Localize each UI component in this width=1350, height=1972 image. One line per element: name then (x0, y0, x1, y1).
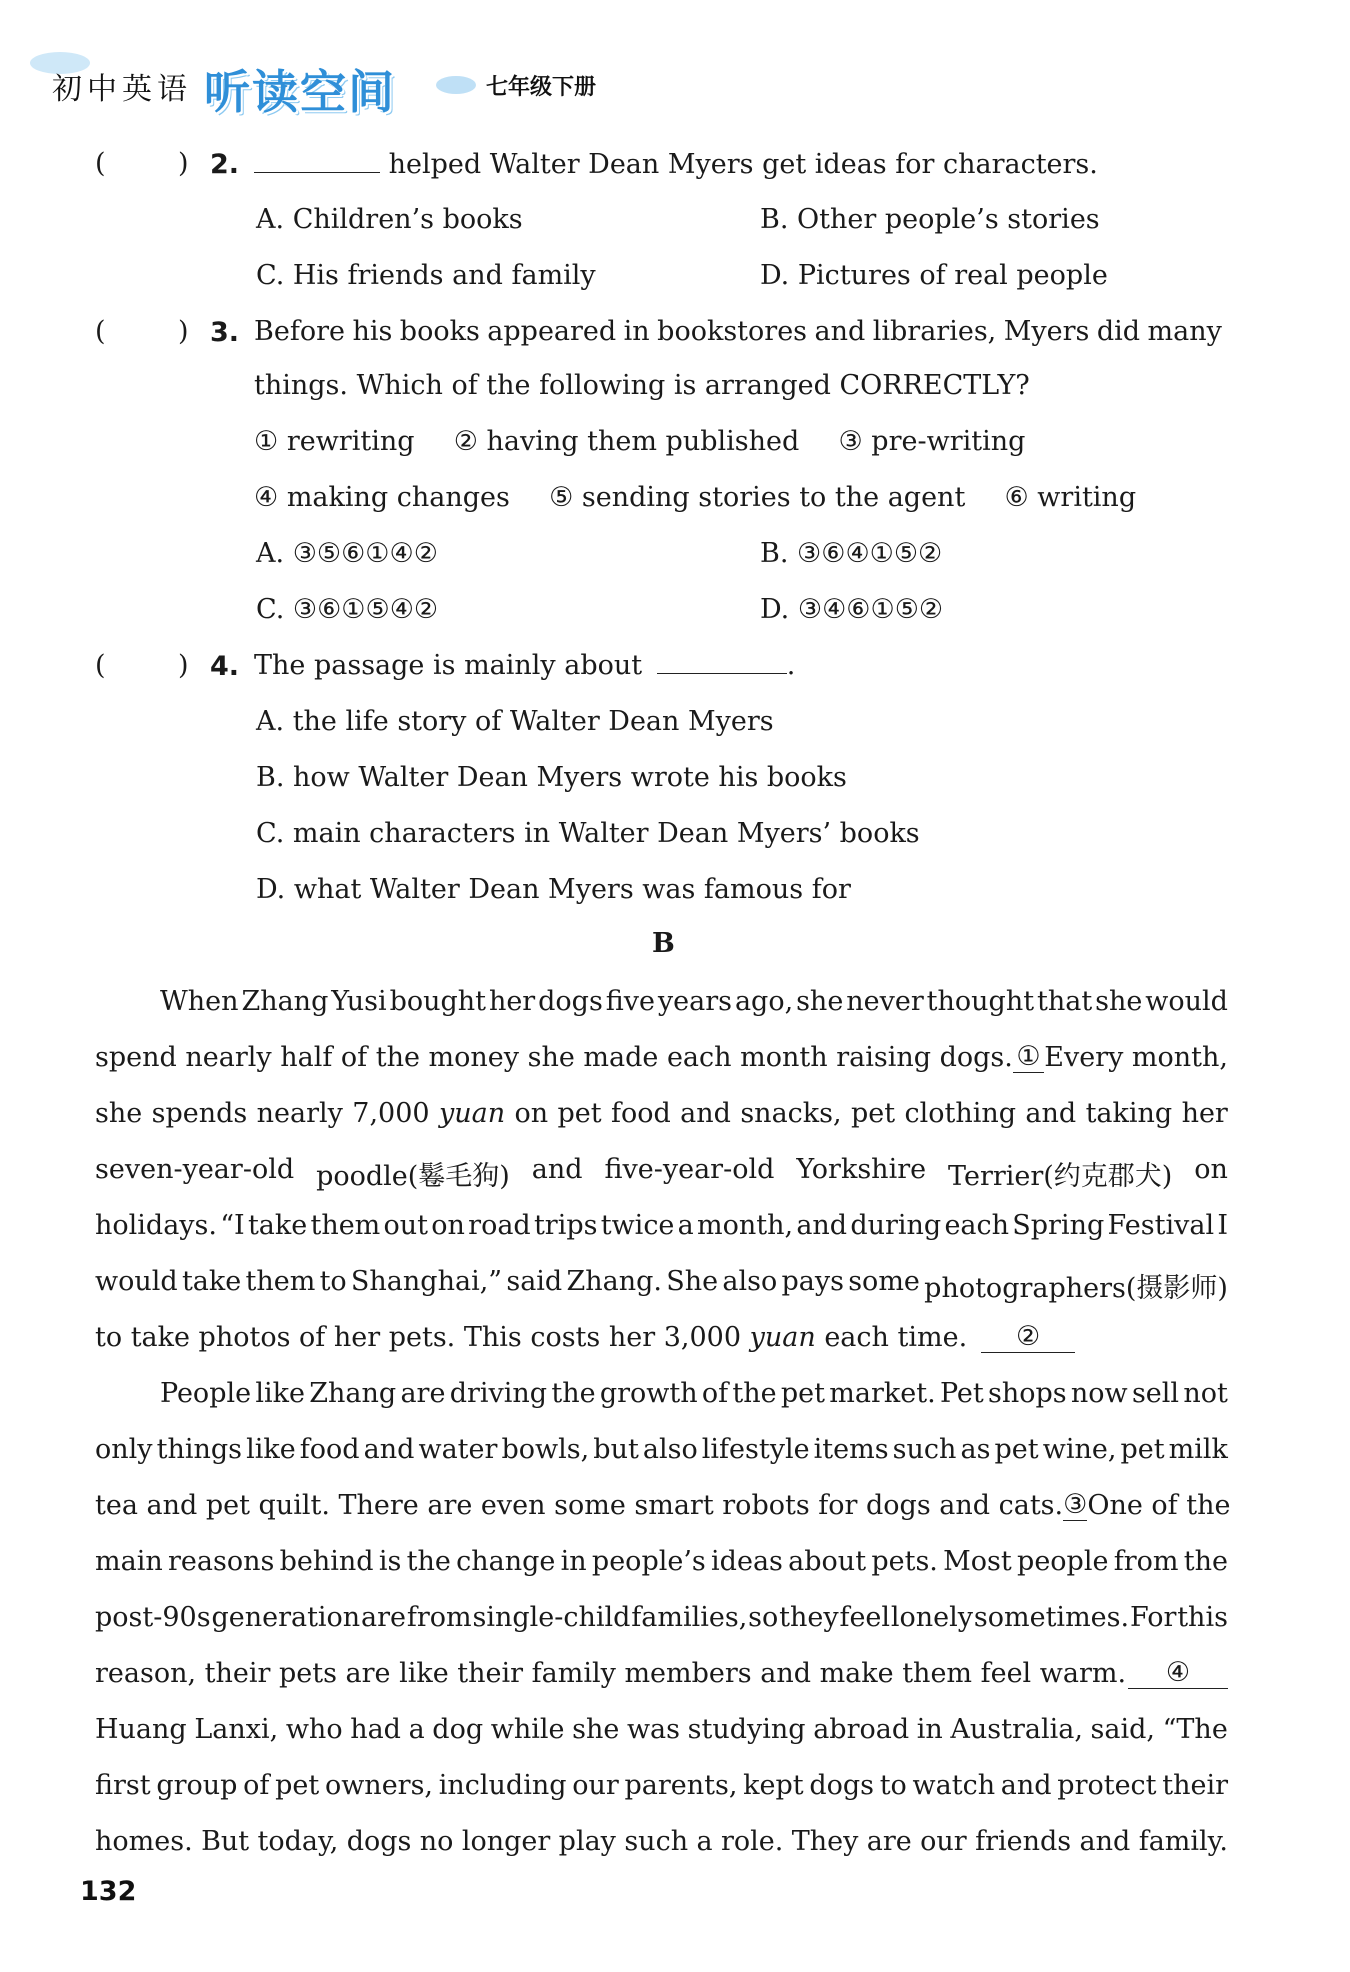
word: growth (599, 1378, 698, 1409)
word: she (95, 1098, 143, 1129)
word: and (1079, 1826, 1131, 1857)
option-d: D. ③④⑥①⑤② (760, 594, 944, 625)
option-c: C. main characters in Walter Dean Myers’ books (256, 818, 920, 849)
question-number: 2. (210, 149, 240, 180)
answer-paren-close: ) (178, 148, 189, 179)
word: bowls, (501, 1434, 590, 1465)
word: friends (975, 1826, 1072, 1857)
word: Spring (1012, 1210, 1105, 1241)
word: People (160, 1378, 252, 1409)
word: appeared (487, 316, 617, 347)
word: and (814, 316, 866, 347)
word: family. (1138, 1826, 1228, 1857)
passage-line (95, 1546, 1228, 1577)
answer-paren-close: ) (178, 650, 189, 681)
word: of (243, 1770, 270, 1801)
option-c: C. His friends and family (256, 260, 596, 291)
word: food (611, 1098, 671, 1129)
answer-blank (657, 651, 787, 674)
word: homes. (95, 1826, 193, 1857)
word: spends (151, 1098, 248, 1129)
word: this (1177, 1602, 1228, 1633)
word: When (160, 986, 239, 1017)
word: also (722, 1266, 778, 1297)
word: she (796, 986, 844, 1017)
gap-2[interactable]: ② (981, 1322, 1075, 1353)
word: today, (257, 1826, 339, 1857)
passage-line (95, 1266, 1228, 1305)
word: pays (781, 1266, 844, 1297)
word: and (1025, 1098, 1077, 1129)
word: many (1147, 316, 1222, 347)
word: thought (926, 986, 1035, 1017)
word: her (1181, 1098, 1228, 1129)
word: pet (780, 1378, 826, 1409)
answer-paren-open: ( (95, 148, 106, 179)
word: For (1129, 1602, 1177, 1633)
word: out (383, 1210, 429, 1241)
word: items (813, 1434, 889, 1465)
word: and (363, 1434, 415, 1465)
word: 7,000 (352, 1098, 430, 1129)
word: during (850, 1210, 942, 1241)
word: of (701, 1378, 729, 1409)
word: our (572, 1770, 619, 1801)
word: said (506, 1266, 563, 1297)
word: change (456, 1546, 556, 1577)
word: the (551, 1378, 596, 1409)
word: no (419, 1826, 454, 1857)
page-number: 132 (80, 1876, 137, 1907)
word: years (657, 986, 733, 1017)
passage-line: spend nearly half of the money she made each month raising dogs. ① Every month, (95, 1041, 1228, 1073)
passage-line (95, 1714, 1228, 1745)
option-a: A. ③⑤⑥①④② (256, 538, 438, 569)
option-b: B. how Walter Dean Myers wrote his books (256, 762, 847, 793)
word: reasons (168, 1546, 275, 1577)
word: first (95, 1770, 151, 1801)
word: pet (275, 1770, 320, 1801)
word: take (247, 1210, 308, 1241)
word: “I (220, 1210, 245, 1241)
passage-line (160, 986, 1228, 1017)
word: single-child (472, 1602, 631, 1633)
question-number: 4. (210, 651, 240, 682)
gap-3[interactable]: ③ (1063, 1489, 1088, 1520)
word: the (1183, 1546, 1228, 1577)
word: so (748, 1602, 779, 1633)
word: our (920, 1826, 967, 1857)
word: are (400, 1378, 446, 1409)
word: people (1017, 1546, 1109, 1577)
word: she (1095, 986, 1143, 1017)
word: they (779, 1602, 839, 1633)
word: the (732, 1378, 777, 1409)
word: kept (743, 1770, 804, 1801)
word: Before (254, 316, 345, 347)
word: shops (988, 1378, 1067, 1409)
word: dog (432, 1714, 484, 1745)
answer-paren-close: ) (178, 316, 189, 347)
option-d: D. what Walter Dean Myers was famous for (256, 874, 851, 905)
word: behind (279, 1546, 374, 1577)
word: I (1217, 1210, 1228, 1241)
word: Most (943, 1546, 1012, 1577)
word: water (418, 1434, 498, 1465)
word: photographers(摄影师) (924, 1273, 1228, 1304)
word: snacks, (740, 1098, 842, 1129)
step-list-2: ④ making changes ⑤ sending stories to the agent ⑥ writing (254, 482, 1137, 513)
word: watch (912, 1770, 996, 1801)
answer-blank (254, 150, 380, 173)
word: not (1183, 1378, 1228, 1409)
word: “The (1162, 1714, 1228, 1745)
word: twice (600, 1210, 675, 1241)
word: Yorkshire (796, 1154, 927, 1185)
word: who (285, 1714, 343, 1745)
word: libraries, (872, 316, 997, 347)
option-a: A. the life story of Walter Dean Myers (256, 706, 774, 737)
word: but (593, 1434, 639, 1465)
word: are (361, 1602, 407, 1633)
word: post-90s (95, 1602, 211, 1633)
word: longer (461, 1826, 551, 1857)
word: on (431, 1210, 465, 1241)
word: poodle(鬈毛狗) (316, 1161, 510, 1192)
word: is (378, 1546, 402, 1577)
word: owners, (324, 1770, 434, 1801)
passage-line (95, 1210, 1228, 1241)
passage-line (95, 1826, 1228, 1857)
brand-title: 听读空间 (204, 65, 396, 119)
passage-line: reason, their pets are like their family members and make them feel warm. ④ (95, 1658, 1228, 1689)
word: feel (839, 1602, 891, 1633)
word: in (916, 1714, 943, 1745)
word: Australia, (950, 1714, 1083, 1745)
answer-paren-open: ( (95, 316, 106, 347)
word: a (696, 1826, 713, 1857)
option-c: C. ③⑥①⑤④② (256, 594, 439, 625)
word: and (1000, 1770, 1052, 1801)
word: role. (720, 1826, 784, 1857)
word: She (666, 1266, 719, 1297)
word: abroad (813, 1714, 910, 1745)
word: some (848, 1266, 920, 1297)
word: them (310, 1210, 381, 1241)
word: said, (1090, 1714, 1156, 1745)
word: protect (1057, 1770, 1157, 1801)
word: clothing (904, 1098, 1017, 1129)
word: sell (1131, 1378, 1180, 1409)
gap-4[interactable]: ④ (1128, 1658, 1228, 1689)
question-stem: The passage is mainly about . (254, 650, 796, 681)
word: his (352, 316, 393, 347)
word: a (408, 1714, 425, 1745)
word: such (624, 1826, 689, 1857)
word: Pet (939, 1378, 984, 1409)
answer-paren-open: ( (95, 650, 106, 681)
word: on (514, 1098, 549, 1129)
word: only (95, 1434, 153, 1465)
word: dogs (346, 1826, 412, 1857)
word: the (406, 1546, 451, 1577)
option-d: D. Pictures of real people (760, 260, 1108, 291)
word: each (944, 1210, 1010, 1241)
word: holidays. (95, 1210, 217, 1241)
word: Lanxi, (194, 1714, 279, 1745)
word: parents, (624, 1770, 738, 1801)
word: But (201, 1826, 250, 1857)
word: to (319, 1266, 347, 1297)
gap-1[interactable]: ① (1013, 1042, 1044, 1073)
word: Shanghai,” (350, 1266, 503, 1297)
word: Zhang. (566, 1266, 662, 1297)
word: and (680, 1098, 731, 1129)
word: families, (631, 1602, 748, 1633)
word: had (350, 1714, 401, 1745)
word: now (1070, 1378, 1128, 1409)
word: ideas (711, 1546, 783, 1577)
word: her (488, 986, 536, 1017)
word: dogs (809, 1770, 874, 1801)
passage-line: to take photos of her pets. This costs her 3,000 yuan each time. ② (95, 1322, 1228, 1353)
word: milk (1168, 1434, 1228, 1465)
word: that (1037, 986, 1093, 1017)
word: yuan (438, 1098, 506, 1129)
word: five (605, 986, 655, 1017)
word: bought (389, 986, 487, 1017)
word: play (558, 1826, 616, 1857)
word: was (626, 1714, 681, 1745)
word: pet (1120, 1434, 1165, 1465)
passage-line: tea and pet quilt. There are even some smart robots for dogs and cats. ③ One of the (95, 1489, 1231, 1521)
word: driving (449, 1378, 548, 1409)
word: ago, (734, 986, 794, 1017)
word: to (879, 1770, 907, 1801)
passage-line (95, 1154, 1228, 1193)
word: also (642, 1434, 698, 1465)
word: road (468, 1210, 531, 1241)
word: sometimes. (973, 1602, 1130, 1633)
step-list-1: ① rewriting ② having them published ③ pre-writing (254, 426, 1026, 457)
word: They (791, 1826, 859, 1857)
word: pet (994, 1434, 1039, 1465)
word: are (866, 1826, 912, 1857)
question-stem: helped Walter Dean Myers get ideas for characters. (254, 149, 1098, 181)
word: Myers (1003, 316, 1090, 347)
word: seven-year-old (95, 1154, 295, 1185)
small-cloud-icon (436, 76, 476, 94)
section-heading: B (652, 928, 675, 959)
word: Zhang (241, 986, 329, 1017)
passage-line (95, 1602, 1228, 1633)
word: about (788, 1546, 867, 1577)
word: taking (1085, 1098, 1173, 1129)
word: Zhang (309, 1378, 397, 1409)
word: she (572, 1714, 620, 1745)
word: pets. (871, 1546, 938, 1577)
word: as (960, 1434, 991, 1465)
word: group (156, 1770, 238, 1801)
question-number: 3. (210, 317, 240, 348)
word: in (623, 316, 650, 347)
word: would (95, 1266, 178, 1297)
word: things (156, 1434, 243, 1465)
word: food (299, 1434, 360, 1465)
grade-label: 七年级下册 (486, 75, 597, 100)
option-a: A. Children’s books (256, 204, 523, 235)
word: while (490, 1714, 565, 1745)
word: Festival (1107, 1210, 1215, 1241)
word: from (406, 1602, 472, 1633)
word: pet (557, 1098, 602, 1129)
word: would (1145, 986, 1228, 1017)
word: take (181, 1266, 242, 1297)
word: main (95, 1546, 163, 1577)
word: Huang (95, 1714, 187, 1745)
word: from (1113, 1546, 1179, 1577)
option-b: B. ③⑥④①⑤② (760, 538, 943, 569)
word: studying (687, 1714, 806, 1745)
word: and (531, 1154, 583, 1185)
question-stem-line-2: things. Which of the following is arranged CORRECTLY? (254, 370, 1030, 401)
word: and (796, 1210, 848, 1241)
word: books (399, 316, 480, 347)
word: Terrier(约克郡犬) (948, 1161, 1173, 1192)
word: did (1096, 316, 1141, 347)
word: dogs (538, 986, 603, 1017)
word: lonely (890, 1602, 974, 1633)
passage-line (95, 1434, 1228, 1465)
word: their (1162, 1770, 1228, 1801)
word: in (560, 1546, 587, 1577)
passage-line (95, 1770, 1228, 1801)
word: pet (850, 1098, 896, 1129)
word: including (438, 1770, 567, 1801)
series-title: 初中英语 (52, 72, 192, 107)
word: trips (533, 1210, 598, 1241)
passage-line (160, 1378, 1228, 1409)
word: like (246, 1434, 296, 1465)
word: five-year-old (604, 1154, 775, 1185)
page-header (44, 56, 744, 136)
question-stem-line-1 (254, 316, 1222, 347)
word: a (677, 1210, 694, 1241)
word: such (892, 1434, 957, 1465)
word: bookstores (657, 316, 808, 347)
word: market. (829, 1378, 936, 1409)
passage-line (95, 1098, 1228, 1129)
word: wine, (1042, 1434, 1117, 1465)
option-b: B. Other people’s stories (760, 204, 1100, 235)
word: nearly (256, 1098, 343, 1129)
word: never (846, 986, 924, 1017)
word: them (245, 1266, 316, 1297)
word: people’s (591, 1546, 706, 1577)
word: generation (211, 1602, 361, 1633)
word: on (1194, 1154, 1228, 1185)
word: lifestyle (701, 1434, 810, 1465)
word: Yusi (331, 986, 387, 1017)
word: like (255, 1378, 305, 1409)
word: month, (697, 1210, 794, 1241)
